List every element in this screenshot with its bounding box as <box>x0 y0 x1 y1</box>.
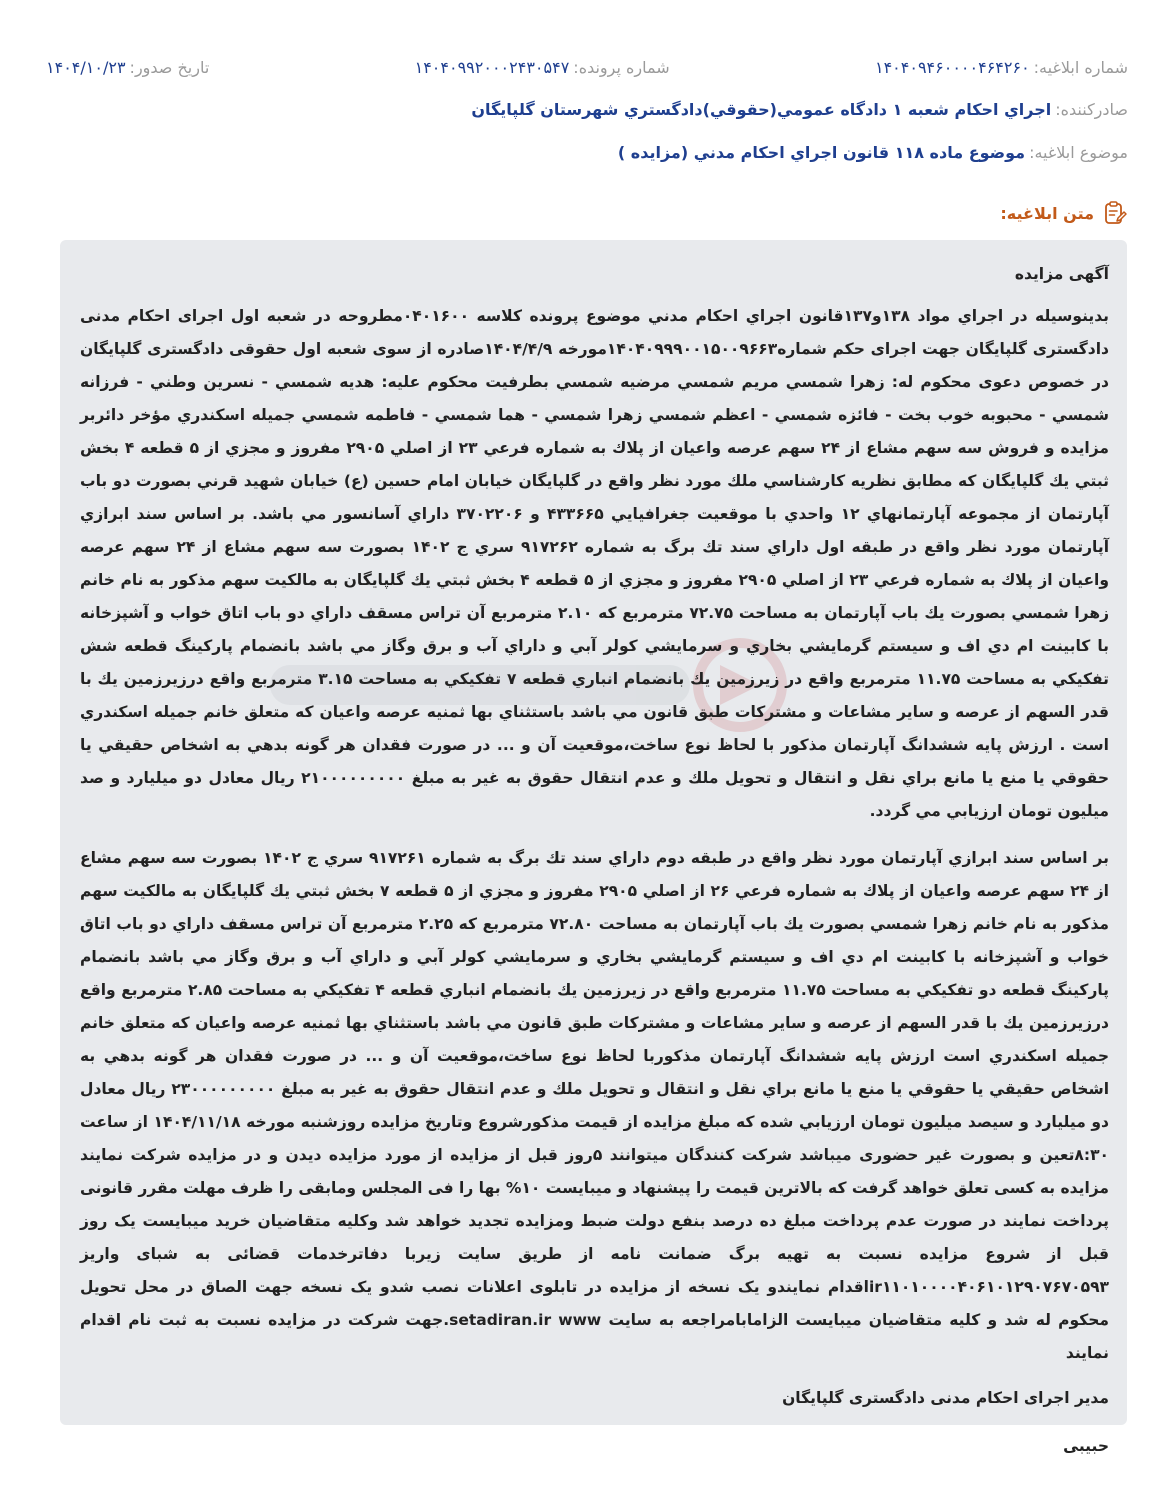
issuer-label: صادرکننده: <box>1055 100 1128 119</box>
meta-row-subject <box>46 143 1128 162</box>
issue-date-label: تاريخ صدور: <box>129 58 210 77</box>
case-number-value: ۱۴۰۴۰۹۹۲۰۰۰۲۴۳۰۵۴۷ <box>414 58 570 77</box>
signature-title: مدير اجرای احکام مدنی دادگستری گلپايگان <box>782 1389 1109 1407</box>
notice-body <box>60 240 1127 1455</box>
notice-text-header <box>1000 200 1128 226</box>
meta-row-issuer <box>46 100 1128 119</box>
notice-number <box>875 58 1128 77</box>
body-paragraph-2: بر اساس سند ابرازي آپارتمان مورد نظر واقع در طبقه دوم داراي سند تك برگ به شماره ۹۱۷۲۶۱ سري ج ۱۴۰۲ بصورت سه سهم مشاع از ۲۴ سهم عرصه واعيان از پلاك به شماره فرعي ۲۶ از اصلي ۲۹۰۵ مفروز و مجزي از ۵ قطعه ۷ بخش ثبتي يك گلپايگان به مالكيت سهم مذكور به نام خانم زهرا شمسي بصورت يك باب آپارتمان به مساحت ۷۲.۸۰ مترمربع كه ۲.۲۵ مترمربع آن تراس مسقف داراي دو باب اتاق خواب و آشپزخانه با كابينت ام دي اف و سيستم گرمايشي بخاري و سرمايشي كولر آبي و داراي آب و برق وگاز مي باشد بانضمام پاركينگ قطعه دو تفكيكي به مساحت ۱۱.۷۵ مترمربع واقع در زيرزمين يك بانضمام انباري قطعه ۴ تفكيكي به مساحت ۲.۸۵ مترمربع واقع درزيرزمين يك با قدر السهم از عرصه و ساير مشاعات و مشتركات طبق قانون مي باشد باستثناي بها ثمنيه عرصه واعيان كه متعلق خانم جميله اسكندري است ارزش پايه ششدانگ آپارتمان مذكوربا لحاظ نوع ساخت،موقعيت آن و ... در صورت فقدان هر گونه بدهي به اشخاص حقيقي يا حقوقي يا منع يا مانع براي نقل و انتقال و تحويل ملك و عدم انتقال حقوق به غير به مبلغ ۲۳۰۰۰۰۰۰۰۰۰ ريال معادل دو ميليارد و سيصد ميليون تومان ارزيابي شده که مبلغ مزايده از قيمت مذکورشروع وتاريخ مزايده روزشنبه مورخه ۱۴۰۴/۱۱/۱۸ از ساعت ۸:۳۰تعين و بصورت غير حضوری ميباشد شرکت کنندگان ميتوانند ۵روز قبل از مزايده از مورد مزايده ديدن و در مزايده شرکت نمايند مزايده به کسی تعلق خواهد گرفت که بالاترين قيمت را پيشنهاد و ميبايست ۱۰% بها را فی المجلس ومابقی را ظرف مهلت مقرر قانونی پرداخت نمايند در صورت عدم پرداخت مبلغ ده درصد بنفع دولت ضبط ومزايده تجديد خواهد شد وکليه متقاضيان خريد ميبايست يک روز قبل از شروع مزايده نسبت به تهيه برگ ضمانت نامه از طريق سايت زيربا دفاترخدمات قضائی به شبای واريز ir۱۱۰۱۰۰۰۰۴۰۶۱۰۱۲۹۰۷۶۷۰۵۹۳اقدام نمايندو يک نسخه از مزايده در تابلوی اعلانات نصب شدو يک نسخه جهت الصاق در محل تحويل محکوم له شد و کليه متقاضيان ميبايست الزامابامراجعه به سايت setadiran.ir www.جهت شرکت در مزايده نسبت به ثبت نام اقدام نمايند <box>80 849 1110 1362</box>
case-number <box>415 58 670 77</box>
subject-value: موضوع ماده ۱۱۸ قانون اجراي احکام مدني (مزايده ) <box>617 143 1026 162</box>
document-edit-icon <box>1102 200 1128 226</box>
subject-label: موضوع ابلاغيه: <box>1029 143 1128 162</box>
notice-text-title: متن ابلاغيه: <box>1000 203 1094 223</box>
notice-number-value: ۱۴۰۴۰۹۴۶۰۰۰۰۴۶۴۲۶۰ <box>874 58 1030 77</box>
issue-date-value: ۱۴۰۴/۱۰/۲۳ <box>46 58 126 77</box>
subject <box>618 143 1128 162</box>
body-paragraph-1: بدينوسيله در اجراي مواد ۱۳۸و۱۳۷قانون اجراي احکام مدني موضوع پرونده کلاسه ۰۴۰۱۶۰۰مطروحه در شعبه اول اجرای احکام مدنی دادگستری گلپایگان جهت اجرای حکم شماره۱۴۰۴۰۹۹۹۰۰۱۵۰۰۹۶۶۳مورخه ۱۴۰۴/۴/۹صادره از سوی شعبه اول حقوقی دادگستری گلپایگان در خصوص دعوی محکوم له: زهرا شمسي مريم شمسي مرضيه شمسي بطرفيت محکوم عليه: هديه شمسي - نسرين وطني - فرزانه شمسي - محبوبه خوب بخت - فائزه شمسي - اعظم شمسي زهرا شمسي - هما شمسي - فاطمه شمسي جميله اسکندري مؤخر دائربر مزايده و فروش سه سهم مشاع از ۲۴ سهم عرصه واعيان از پلاك به شماره فرعي ۲۳ از اصلي ۲۹۰۵ مفروز و مجزي از ۵ قطعه ۴ بخش ثبتي يك گلپايگان كه مطابق نظريه كارشناسي ملك مورد نظر واقع در گلپايگان خيابان امام حسين (ع) خيابان شهيد قرني بصورت دو باب آپارتمان از مجموعه آپارتمانهاي ۱۲ واحدي با موقعيت جغرافيايي ۴۳۳۶۶۵ و ۳۷۰۲۲۰۶ داراي آسانسور مي باشد. بر اساس سند ابرازي آپارتمان مورد نظر واقع در طبقه اول داراي سند تك برگ به شماره ۹۱۷۲۶۲ سري ج ۱۴۰۲ بصورت سه سهم مشاع از ۲۴ سهم عرصه واعيان از پلاك به شماره فرعي ۲۳ از اصلي ۲۹۰۵ مفروز و مجزي از ۵ قطعه ۴ بخش ثبتي يك گلپايگان به مالكيت سهم مذكور به نام خانم زهرا شمسي بصورت يك باب آپارتمان به مساحت ۷۲.۷۵ مترمربع كه ۲.۱۰ مترمربع آن تراس مسقف داراي دو باب اتاق خواب و آشپزخانه با كابينت ام دي اف و سيستم گرمايشي بخاري و سرمايشي كولر آبي و داراي آب و برق وگاز مي باشد بانضمام پاركينگ قطعه شش تفكيكي به مساحت ۱۱.۷۵ مترمربع واقع در زيرزمين يك بانضمام انباري قطعه ۷ تفكيكي به مساحت ۳.۱۵ مترمربع واقع درزيرزمين يك با قدر السهم از عرصه و ساير مشاعات و مشتركات طبق قانون مي باشد باستثناي بها ثمنيه عرصه واعيان كه متعلق خانم جميله اسكندري است . ارزش پايه ششدانگ آپارتمان مذكور با لحاظ نوع ساخت،موقعيت آن و ... در صورت فقدان هر گونه بدهي به اشخاص حقيقي يا حقوقي يا منع يا مانع براي نقل و انتقال و تحويل ملك و عدم انتقال حقوق به غير به مبلغ ۲۱۰۰۰۰۰۰۰۰۰ ريال معادل دو ميليارد و صد ميليون تومان ارزيابي مي گردد. <box>80 307 1110 820</box>
issuer-value: اجراي احکام شعبه ۱ دادگاه عمومي(حقوقي)دادگستري شهرستان گلپايگان <box>471 100 1052 119</box>
issuer <box>471 100 1128 119</box>
case-number-label: شماره پرونده: <box>573 58 670 77</box>
auction-heading: آگهی مزایده <box>1014 265 1109 283</box>
issue-date <box>46 58 209 77</box>
signature-name: حبيبی <box>1063 1437 1109 1455</box>
notice-number-label: شماره ابلاغيه: <box>1033 58 1128 77</box>
meta-row-numbers <box>46 58 1128 77</box>
